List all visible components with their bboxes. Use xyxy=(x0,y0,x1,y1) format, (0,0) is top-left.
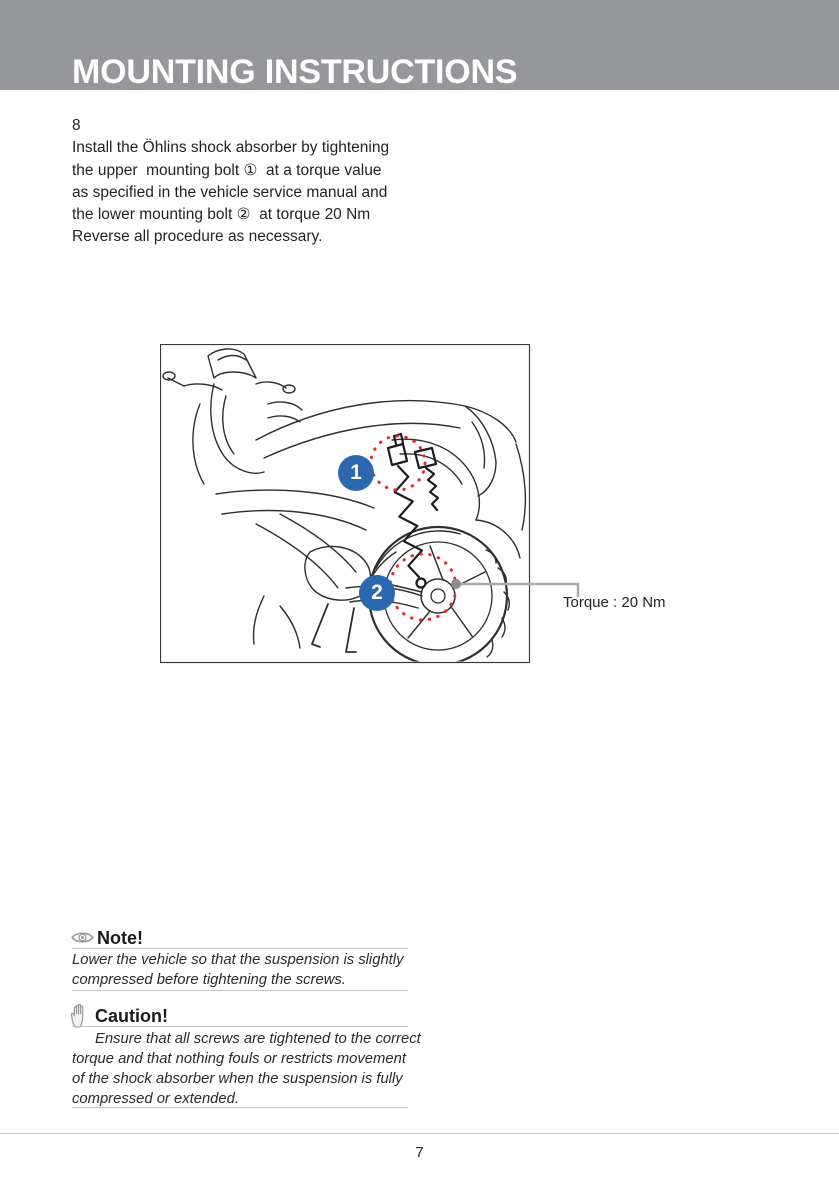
step-number: 8 xyxy=(72,117,81,134)
note-header-rule xyxy=(72,948,408,949)
eye-icon xyxy=(71,930,94,950)
caution-title: Caution! xyxy=(95,1006,168,1026)
instruction-line: Reverse all procedure as necessary. xyxy=(72,228,323,246)
page-title: MOUNTING INSTRUCTIONS xyxy=(72,53,518,91)
caution-line: torque and that nothing fouls or restricts movement xyxy=(72,1051,406,1067)
note-line: Lower the vehicle so that the suspension is slightly xyxy=(72,952,404,968)
torque-leader-line xyxy=(451,579,578,597)
caution-line: compressed or extended. xyxy=(72,1091,239,1107)
callout-badge-1: 1 xyxy=(338,455,374,491)
scooter-line-art xyxy=(163,349,525,665)
caution-text xyxy=(72,1029,421,1109)
figure-border xyxy=(161,345,530,663)
caution-line: of the shock absorber when the suspension is fully xyxy=(72,1071,403,1087)
note-text xyxy=(72,951,417,990)
torque-label: Torque : 20 Nm xyxy=(563,594,666,611)
note-line: compressed before tightening the screws. xyxy=(72,971,346,988)
page-number: 7 xyxy=(415,1144,424,1161)
instruction-line: as specified in the vehicle service manual and xyxy=(72,183,388,201)
step-instructions xyxy=(72,115,389,249)
caution-bottom-rule xyxy=(72,1107,408,1108)
callout-badge-2: 2 xyxy=(359,575,395,611)
note-bottom-rule xyxy=(72,990,408,991)
instruction-line: Install the Öhlins shock absorber by tightening xyxy=(72,139,390,157)
motorcycle-illustration xyxy=(160,344,700,675)
note-title: Note! xyxy=(97,928,143,948)
instruction-line: the upper mounting bolt ① at a torque value xyxy=(72,161,382,179)
footer-divider xyxy=(0,1133,839,1134)
instruction-line: the lower mounting bolt ② at torque 20 Nm xyxy=(72,206,371,224)
caution-header-rule xyxy=(72,1026,408,1027)
caution-line: Ensure that all screws are tightened to the correct xyxy=(95,1031,421,1047)
